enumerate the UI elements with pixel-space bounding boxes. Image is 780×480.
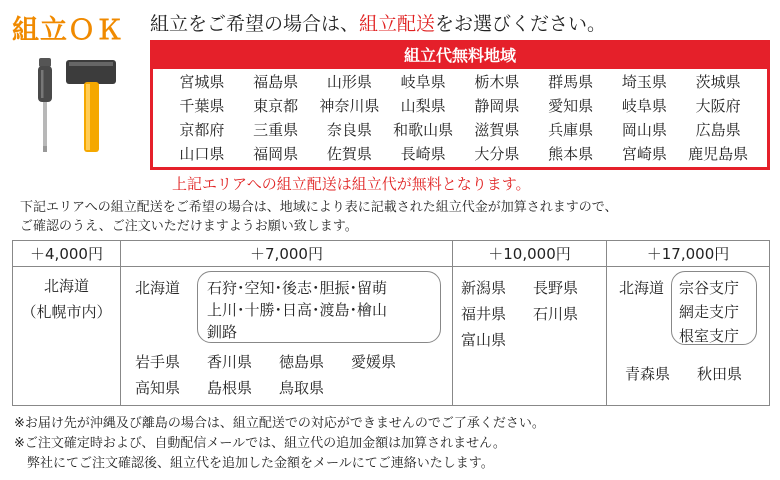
- price-header: ＋7,000円: [121, 241, 452, 267]
- prefecture: 愛媛県: [351, 353, 397, 371]
- prefecture: 徳島県: [279, 353, 325, 371]
- free-area-prefecture-grid: [165, 69, 755, 163]
- hammer-icon: [66, 60, 116, 152]
- prefecture: 福井県: [461, 305, 507, 323]
- prefecture: 富山県: [461, 331, 507, 349]
- prefecture: 山形県: [326, 72, 372, 91]
- prefecture: 高知県: [135, 379, 181, 397]
- prefecture: 石川県: [533, 305, 579, 323]
- tools-illustration: [20, 52, 130, 162]
- footnote: ※ご注文確定時および、自動配信メールでは、組立代の追加金額は加算されません。: [14, 436, 506, 451]
- prefecture: 香川県: [207, 353, 253, 371]
- prefecture: 福島県: [253, 72, 299, 91]
- page-title: 組立ＯＫ: [12, 15, 124, 46]
- subregion-line: 網走支庁: [679, 303, 740, 321]
- prefecture: 奈良県: [326, 120, 372, 139]
- headline-highlight: 組立配送: [359, 13, 436, 35]
- prefecture: 福岡県: [253, 144, 299, 163]
- prefecture: 秋田県: [697, 365, 743, 383]
- prefecture: 茨城県: [695, 72, 741, 91]
- prefecture: 岐阜県: [621, 96, 667, 115]
- prefecture: 広島県: [695, 120, 741, 139]
- prefecture: 静岡県: [474, 96, 520, 115]
- prefecture: 兵庫県: [548, 120, 594, 139]
- prefecture: 三重県: [253, 120, 299, 139]
- description-line: ご確認のうえ、ご注文いただけますようお願い致します。: [20, 219, 358, 234]
- prefecture: 愛知県: [548, 96, 594, 115]
- prefecture: 熊本県: [548, 144, 594, 163]
- subregion-line: 宗谷支庁: [679, 279, 740, 297]
- subregion-line: 石狩･空知･後志･胆振･留萌: [207, 279, 388, 297]
- price-header: ＋10,000円: [453, 241, 606, 267]
- prefecture: 岐阜県: [400, 72, 446, 91]
- surcharge-column-17000: [607, 241, 769, 405]
- prefecture: 大分県: [474, 144, 520, 163]
- prefecture: 鳥取県: [279, 379, 325, 397]
- prefecture: 東京都: [253, 96, 299, 115]
- surcharge-description: [20, 198, 617, 236]
- prefecture: 山口県: [179, 144, 225, 163]
- prefecture: 青森県: [625, 365, 671, 383]
- prefecture: 埼玉県: [621, 72, 667, 91]
- prefecture: 岡山県: [621, 120, 667, 139]
- prefecture: 長野県: [533, 279, 579, 297]
- prefecture: 大阪府: [695, 96, 741, 115]
- free-area-title: 組立代無料地域: [153, 43, 767, 69]
- prefecture: 神奈川県: [319, 96, 380, 115]
- footnote: 弊社にてご注文確認後、組立代を追加した金額をメールにてご連絡いたします。: [14, 456, 494, 471]
- region-name: 北海道: [619, 279, 665, 297]
- prefecture: 京都府: [179, 120, 225, 139]
- prefecture: 島根県: [207, 379, 253, 397]
- prefecture: 和歌山県: [393, 120, 454, 139]
- subregion-line: 上川･十勝･日高･渡島･檜山: [207, 301, 388, 319]
- region-name: 北海道: [135, 279, 181, 297]
- prefecture: 鹿児島県: [688, 144, 749, 163]
- price-header: ＋17,000円: [607, 241, 769, 267]
- surcharge-column-10000: [453, 241, 607, 405]
- description-line: 下記エリアへの組立配送をご希望の場合は、地域により表に記載された組立代金が加算されますので、: [20, 200, 618, 215]
- screwdriver-icon: [38, 58, 52, 152]
- surcharge-table: [12, 240, 770, 406]
- prefecture: 佐賀県: [326, 144, 372, 163]
- prefecture: 栃木県: [474, 72, 520, 91]
- price-header: ＋4,000円: [13, 241, 120, 267]
- subregion-line: 釧路: [207, 323, 238, 341]
- free-area-panel: [150, 40, 770, 170]
- footnote: ※お届け先が沖縄及び離島の場合は、組立配送での対応ができませんのでご了承ください。: [14, 416, 545, 431]
- prefecture: 群馬県: [548, 72, 594, 91]
- prefecture: 千葉県: [179, 96, 225, 115]
- prefecture: 山梨県: [400, 96, 446, 115]
- prefecture: 長崎県: [400, 144, 446, 163]
- surcharge-column-4000: [13, 241, 121, 405]
- prefecture: 岩手県: [135, 353, 181, 371]
- surcharge-column-7000: [121, 241, 453, 405]
- subregion-line: 根室支庁: [679, 327, 740, 345]
- region-detail: （札幌市内）: [21, 303, 112, 321]
- prefecture: 宮城県: [179, 72, 225, 91]
- headline: [150, 9, 606, 36]
- prefecture: 滋賀県: [474, 120, 520, 139]
- headline-prefix: 組立をご希望の場合は、: [150, 13, 360, 35]
- prefecture: 宮崎県: [621, 144, 667, 163]
- free-area-note: 上記エリアへの組立配送は組立代が無料となります。: [172, 175, 531, 193]
- headline-suffix: をお選びください。: [435, 13, 607, 35]
- region-name: 北海道: [43, 277, 89, 295]
- prefecture: 新潟県: [461, 279, 507, 297]
